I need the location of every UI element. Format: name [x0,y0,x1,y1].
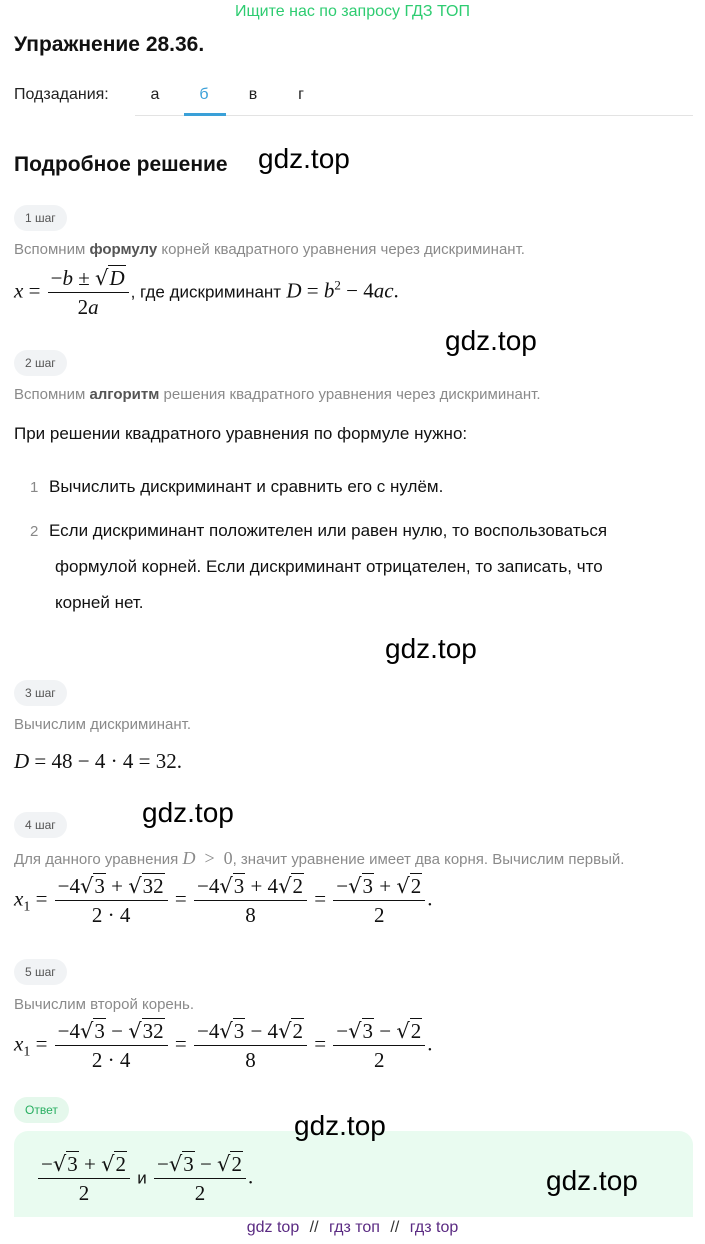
step-2-badge: 2 шаг [14,350,67,376]
list-item-2-line-2: формулой корней. Если дискриминант отрицателен, то записать, что [55,557,603,576]
solution-title: Подробное решение [14,153,228,176]
answer-values: $\frac{-√3 + √2}{2}$ и $\frac{-√3 - √2}{2}$ . [36,1152,253,1205]
list-item-1: Вычислить дискриминант и сравнить его с нулём. [49,477,444,496]
watermark-4: gdz.top [142,797,234,828]
step-1-hint: Вспомним формулу корней квадратного уравнения через дискриминант. [14,241,525,258]
tab-g[interactable]: г [298,86,304,103]
footer-link-2[interactable]: гдз топ [329,1219,380,1236]
tab-a[interactable]: а [150,86,160,103]
watermark-6: gdz.top [546,1165,638,1196]
tab-v[interactable]: в [248,86,258,103]
list-item-2-line-3: корней нет. [55,593,144,612]
answer-badge: Ответ [14,1097,69,1123]
step-3-hint: Вычислим дискриминант. [14,716,191,733]
quadratic-formula: x = $\frac{-b \pm √D}{2a}$ , где дискриминант $D = b^2 - 4ac$. [14,266,399,320]
footer-links [0,1219,705,1237]
step-4-badge: 4 шаг [14,812,67,838]
second-root-calc: $x_1$ = $\frac{-4√3 - √32}{2 \cdot 4}$ = $\frac{-4√3 - 4√2}{8}$ = $\frac{-√3 - √2}{2}$ . [14,1019,433,1073]
watermark-5: gdz.top [294,1110,386,1141]
list-number-1: 1 [30,479,39,496]
step-1-badge: 1 шаг [14,205,67,231]
list-item-2-line-1: Если дискриминант положителен или равен нулю, то воспользоваться [49,521,608,540]
footer-link-3[interactable]: гдз top [409,1219,459,1236]
first-root-calc: $x_1$ = $\frac{-4√3 + √32}{2 \cdot 4}$ = $\frac{-4√3 + 4√2}{8}$ = $\frac{-√3 + √2}{2}$ . [14,874,433,928]
footer-separator-1: // [309,1219,319,1236]
list-number-2: 2 [30,523,39,540]
subtasks-label: Подзадания: [14,86,109,103]
step-2-hint: Вспомним алгоритм решения квадратного уравнения через дискриминант. [14,386,541,403]
tab-b[interactable]: б [199,86,209,103]
step-3-badge: 3 шаг [14,680,67,706]
watermark-1: gdz.top [258,143,350,174]
watermark-2: gdz.top [445,325,537,356]
exercise-title: Упражнение 28.36. [14,33,205,56]
tab-active-underline [184,113,226,116]
top-banner[interactable]: Ищите нас по запросу ГДЗ ТОП [235,3,470,20]
step-5-hint: Вычислим второй корень. [14,996,195,1013]
footer-separator-2: // [390,1219,400,1236]
step-2-intro: При решении квадратного уравнения по формуле нужно: [14,424,468,443]
step-5-badge: 5 шаг [14,959,67,985]
discriminant-calc: D = 48 − 4 · 4 = 32. [14,749,182,773]
footer-link-1[interactable]: gdz top [246,1219,300,1236]
step-4-hint: Для данного уравнения D > 0, значит уравнение имеет два корня. Вычислим первый. [14,848,625,868]
watermark-3: gdz.top [385,633,477,664]
